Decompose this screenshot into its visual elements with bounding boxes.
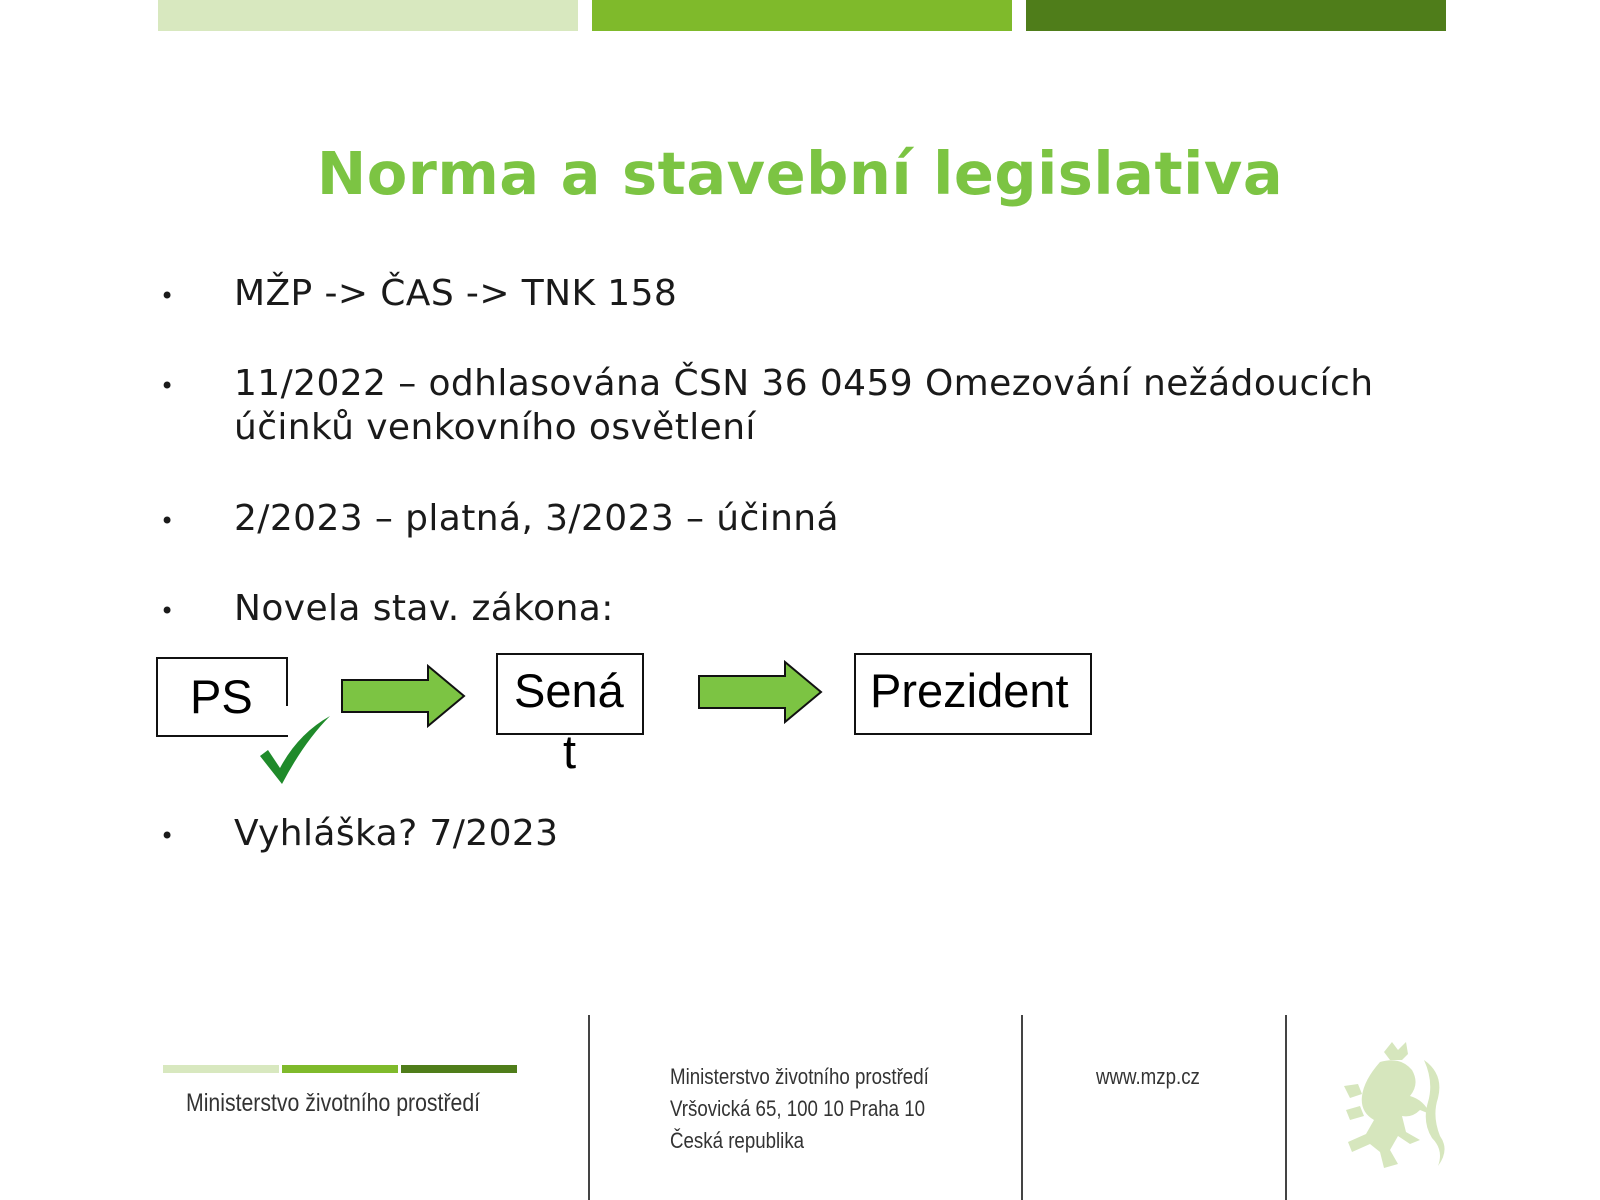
footer-bar-dark <box>401 1065 517 1073</box>
footer-divider <box>588 1015 590 1200</box>
flow-step-prezident-label: Prezident <box>870 664 1069 717</box>
bullet-text-3: 2/2023 – platná, 3/2023 – účinná <box>234 498 839 539</box>
bullet-dot: • <box>160 282 175 310</box>
checkmark-icon <box>258 712 334 786</box>
footer-logo-text: Ministerstvo životního prostředí <box>186 1089 481 1117</box>
footer-bar-mid <box>282 1065 398 1073</box>
slide-title: Norma a stavební legislativa <box>316 139 1284 208</box>
footer-divider <box>1285 1015 1287 1200</box>
bullet-dot: • <box>160 507 175 535</box>
bullet-text-5: Vyhláška? 7/2023 <box>234 813 559 854</box>
footer-website-link[interactable]: www.mzp.cz <box>1096 1064 1200 1089</box>
arrow-right-icon <box>340 664 468 728</box>
flow-step-prezident <box>854 653 1092 735</box>
footer-address-line-3: Česká republika <box>670 1128 805 1153</box>
bullet-dot: • <box>160 822 175 850</box>
bullet-text-2-line-1: 11/2022 – odhlasována ČSN 36 0459 Omezování nežádoucích <box>234 363 1374 404</box>
flow-step-senat <box>496 653 644 735</box>
top-bar-dark <box>1026 0 1446 31</box>
top-bar-mid <box>592 0 1012 31</box>
top-bar-light <box>158 0 578 31</box>
flow-step-ps-label: PS <box>190 670 253 723</box>
arrow-right-icon <box>697 660 825 724</box>
flow-step-ps-right-edge <box>286 657 288 706</box>
flow-step-senat-label: Sená <box>514 664 624 717</box>
bullet-dot: • <box>160 597 175 625</box>
footer-address-line-2: Vršovická 65, 100 10 Praha 10 <box>670 1096 926 1121</box>
lion-emblem-icon <box>1340 1040 1452 1172</box>
bullet-text-4: Novela stav. zákona: <box>234 588 614 629</box>
bullet-dot: • <box>160 372 175 400</box>
bullet-text-2-line-2: účinků venkovního osvětlení <box>234 407 756 448</box>
footer-address-line-1: Ministerstvo životního prostředí <box>670 1064 929 1089</box>
bullet-text-1: MŽP -> ČAS -> TNK 158 <box>234 273 678 314</box>
flow-step-senat-overflow: t <box>563 725 577 778</box>
footer-bar-light <box>163 1065 279 1073</box>
footer-divider <box>1021 1015 1023 1200</box>
